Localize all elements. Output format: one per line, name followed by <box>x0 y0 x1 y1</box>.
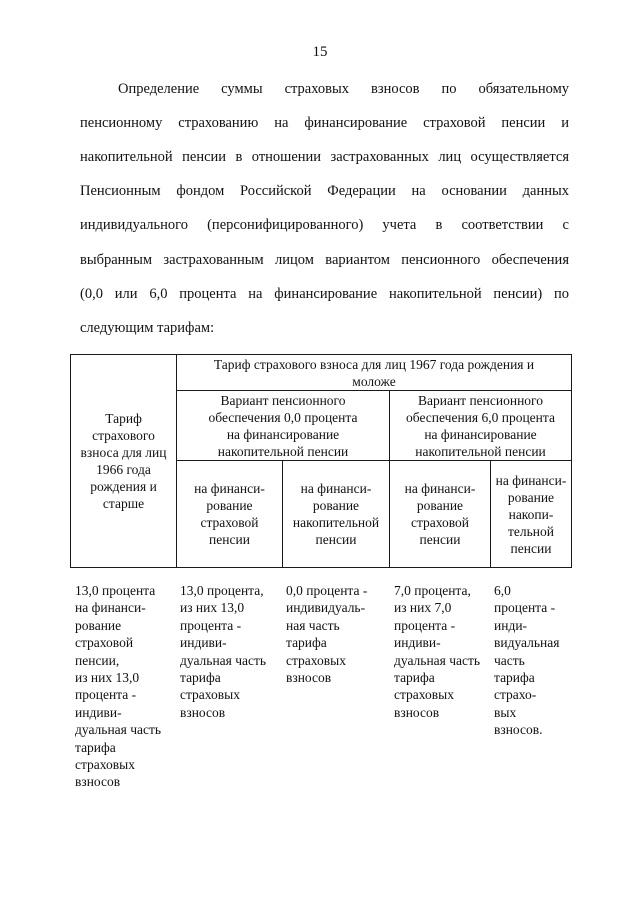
cell-line: страховой <box>75 635 134 651</box>
cell-line: взносов <box>286 670 332 686</box>
cell-line: на финанси- <box>75 600 146 616</box>
header-younger-cohort: Тариф страхового взноса для лиц 1967 года рождения и моложе <box>177 355 572 391</box>
cell-line: 13,0 процента <box>75 583 156 598</box>
paragraph-line: пенсионному страхованию на финансирование страховой пенсии и <box>80 115 569 131</box>
cell-line: видуальная <box>494 635 560 651</box>
cell-line: дуальная часть <box>75 722 162 738</box>
cell-line: индиви- <box>394 635 441 651</box>
cell-line: ная часть <box>286 617 340 633</box>
cell-line: индиви- <box>75 704 122 720</box>
cell-line: страховых <box>180 687 240 703</box>
cell-line: 6,0 <box>494 583 511 598</box>
cell-line: процента - <box>180 617 242 633</box>
data-cell-funded-pension-0 <box>286 582 367 686</box>
cell-line: процента - <box>75 687 137 703</box>
header-variant-0: Вариант пенсионного обеспечения 0,0 процента на финансирование накопительной пенсии <box>177 391 390 461</box>
cell-line: часть <box>494 652 525 668</box>
paragraph-line: (0,0 или 6,0 процента на финансирование накопительной пенсии) по <box>80 286 569 302</box>
subheader-insurance-pension-6: на финанси- рование страховой пенсии <box>390 461 491 568</box>
subheader-insurance-pension-0: на финанси- рование страховой пенсии <box>177 461 283 568</box>
cell-line: взносов <box>394 704 440 720</box>
cell-line: индиви- <box>180 635 227 651</box>
cell-line: страховых <box>286 652 346 668</box>
paragraph-line: накопительной пенсии в отношении застрахованных лиц осуществляется <box>80 149 569 165</box>
cell-line: тарифа <box>394 670 435 686</box>
data-cell-insurance-pension-6 <box>394 582 480 721</box>
cell-line: из них 13,0 <box>180 600 245 616</box>
data-cell-older-cohort <box>75 582 161 791</box>
paragraph-line: Определение суммы страховых взносов по обязательному <box>118 81 569 97</box>
cell-line: рование <box>75 617 122 633</box>
data-cell-insurance-pension-0 <box>180 582 266 721</box>
header-older-cohort: Тариф страхового взноса для лиц 1966 года рождения и старше <box>71 355 177 568</box>
cell-line: взносов <box>75 774 121 790</box>
paragraph-line: Пенсионным фондом Российской Федерации на основании данных <box>80 183 569 199</box>
cell-line: тарифа <box>286 635 327 651</box>
cell-line: дуальная часть <box>394 652 481 668</box>
cell-line: 7,0 процента, <box>394 583 471 598</box>
cell-line: тарифа <box>494 670 535 686</box>
paragraph-line: выбранным застрахованным лицом вариантом пенсионного обеспечения <box>80 252 569 268</box>
cell-line: пенсии, <box>75 652 120 668</box>
cell-line: из них 13,0 <box>75 670 140 686</box>
header-variant-6: Вариант пенсионного обеспечения 6,0 процента на финансирование накопительной пенсии <box>390 391 572 461</box>
cell-line: 0,0 процента - <box>286 583 368 598</box>
cell-line: индивидуаль- <box>286 600 366 616</box>
cell-line: взносов. <box>494 722 543 738</box>
tariff-table <box>70 354 572 568</box>
cell-line: инди- <box>494 617 528 633</box>
cell-line: вых <box>494 704 517 720</box>
paragraph-line: индивидуального (персонифицированного) учета в соответствии с <box>80 217 569 233</box>
cell-line: тарифа <box>180 670 221 686</box>
cell-line: страховых <box>75 757 135 773</box>
subheader-funded-pension-6: на финанси- рование накопи- тельной пенсии <box>491 461 572 568</box>
cell-line: 13,0 процента, <box>180 583 264 598</box>
cell-line: процента - <box>494 600 556 616</box>
data-cell-funded-pension-6 <box>494 582 559 739</box>
cell-line: страховых <box>394 687 454 703</box>
cell-line: процента - <box>394 617 456 633</box>
page-number: 15 <box>312 44 328 60</box>
subheader-funded-pension-0: на финанси- рование накопительной пенсии <box>283 461 390 568</box>
cell-line: страхо- <box>494 687 537 703</box>
cell-line: тарифа <box>75 739 116 755</box>
cell-line: взносов <box>180 704 226 720</box>
cell-line: из них 7,0 <box>394 600 452 616</box>
cell-line: дуальная часть <box>180 652 267 668</box>
paragraph-line: следующим тарифам: <box>80 320 215 336</box>
